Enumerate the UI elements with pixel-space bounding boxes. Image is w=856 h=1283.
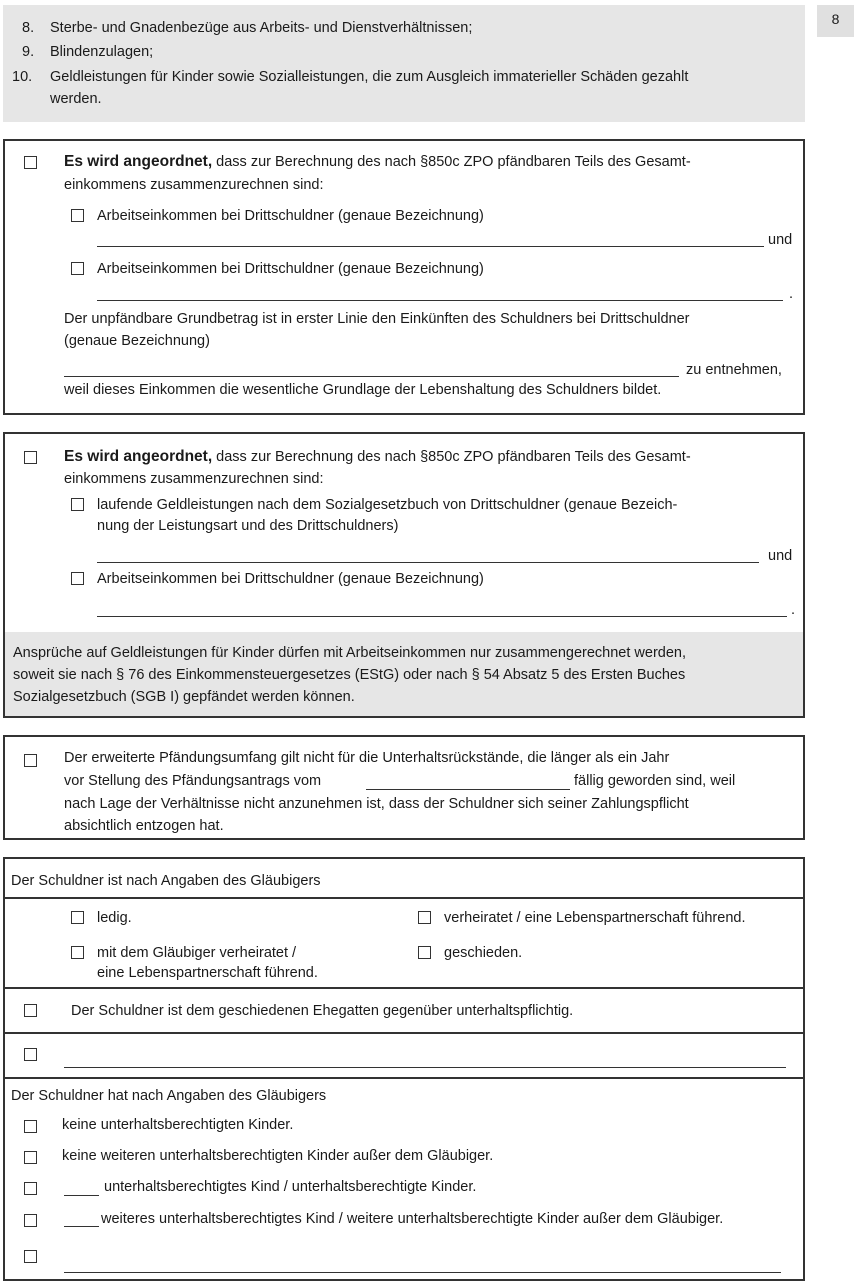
block2-opt1-suffix: und	[768, 548, 793, 564]
block2-note	[5, 632, 803, 716]
block2-opt1-label: laufende Geldleistungen nach dem Sozialgesetzbuch von Drittschuldner (genaue Bezeich-	[97, 497, 678, 513]
k3-checkbox[interactable]	[24, 1182, 37, 1195]
unterhalt-label: Der Schuldner ist dem geschiedenen Ehegatten gegenüber unterhaltspflichtig.	[71, 1003, 574, 1019]
block-order-2	[3, 432, 805, 718]
block2-opt2-checkbox[interactable]	[71, 572, 84, 585]
list-num: 10.	[12, 69, 33, 85]
heading-rest: dass zur Berechnung des nach §850c ZPO pfändbaren Teils des Gesamt-	[216, 154, 691, 170]
geschieden-label: geschieden.	[444, 945, 523, 961]
unterhalt-checkbox[interactable]	[24, 1004, 37, 1017]
block1-para-1: Der unpfändbare Grundbetrag ist in erster Linie den Einkünften des Schuldners bei Drittschuldner	[64, 311, 690, 327]
k4-checkbox[interactable]	[24, 1214, 37, 1227]
block3-line-2b: fällig geworden sind, weil	[574, 773, 736, 789]
k2-label: keine weiteren unterhaltsberechtigten Kinder außer dem Gläubiger.	[62, 1148, 494, 1164]
block3-line-2a: vor Stellung des Pfändungsantrags vom	[64, 773, 322, 789]
block3-line-4: absichtlich entzogen hat.	[64, 818, 224, 834]
note-line: Sozialgesetzbuch (SGB I) gepfändet werden können.	[13, 689, 355, 705]
note-line: Ansprüche auf Geldleistungen für Kinder dürfen mit Arbeitseinkommen nur zusammengerechnet werden,	[13, 645, 687, 661]
list-item: werden.	[50, 91, 102, 107]
block1-para-suffix: zu entnehmen,	[686, 362, 782, 378]
block1-para-2: (genaue Bezeichnung)	[64, 333, 210, 349]
block2-opt2-label: Arbeitseinkommen bei Drittschuldner (genaue Bezeichnung)	[97, 571, 484, 587]
k2-checkbox[interactable]	[24, 1151, 37, 1164]
block3-line-3: nach Lage der Verhältnisse nicht anzunehmen ist, dass der Schuldner sich seiner Zahlungspflicht	[64, 796, 689, 812]
block1-heading-2: einkommens zusammenzurechnen sind:	[64, 177, 324, 193]
divider	[5, 1077, 803, 1079]
verheiratet-label: verheiratet / eine Lebenspartnerschaft führend.	[444, 910, 746, 926]
block1-opt2-checkbox[interactable]	[71, 262, 84, 275]
ledig-checkbox[interactable]	[71, 911, 84, 924]
verheiratet-checkbox[interactable]	[418, 911, 431, 924]
other-status-checkbox[interactable]	[24, 1048, 37, 1061]
k3-label: unterhaltsberechtigtes Kind / unterhaltsberechtigte Kinder.	[104, 1179, 477, 1195]
heading-bold: Es wird angeordnet,	[64, 448, 213, 465]
block2-opt1-field[interactable]	[97, 562, 759, 563]
block1-para-3: weil dieses Einkommen die wesentliche Grundlage der Lebenshaltung des Schuldners bildet.	[64, 382, 662, 398]
block1-opt1-checkbox[interactable]	[71, 209, 84, 222]
block-extended-scope	[3, 735, 805, 840]
list-num: 9.	[22, 44, 35, 60]
k4-count-field[interactable]	[64, 1226, 99, 1227]
block-debtor-status	[3, 857, 805, 1281]
heading-rest: dass zur Berechnung des nach §850c ZPO pfändbaren Teils des Gesamt-	[216, 449, 691, 465]
other-status-field[interactable]	[64, 1067, 786, 1068]
k1-label: keine unterhaltsberechtigten Kinder.	[62, 1117, 294, 1133]
mit-glaeubiger-label-2: eine Lebenspartnerschaft führend.	[97, 965, 318, 981]
block3-date-field[interactable]	[366, 789, 570, 790]
block1-grundbetrag-field[interactable]	[64, 376, 679, 377]
list-num: 8.	[22, 20, 35, 36]
k3-count-field[interactable]	[64, 1195, 99, 1196]
block3-checkbox[interactable]	[24, 754, 37, 767]
divider	[5, 1032, 803, 1034]
status-header: Der Schuldner ist nach Angaben des Gläubigers	[11, 873, 321, 889]
list-item: Geldleistungen für Kinder sowie Sozialleistungen, die zum Ausgleich immaterieller Schäden gezahlt	[50, 69, 689, 85]
block3-line-1: Der erweiterte Pfändungsumfang gilt nicht für die Unterhaltsrückstände, die länger als ein Jahr	[64, 750, 670, 766]
block2-checkbox[interactable]	[24, 451, 37, 464]
block2-opt1-label-2: nung der Leistungsart und des Drittschuldners)	[97, 518, 399, 534]
block2-opt2-suffix: .	[791, 602, 796, 618]
kinder-header: Der Schuldner hat nach Angaben des Gläubigers	[11, 1088, 327, 1104]
block1-opt2-suffix: .	[789, 286, 794, 302]
k5-field[interactable]	[64, 1272, 781, 1273]
k5-checkbox[interactable]	[24, 1250, 37, 1263]
block1-opt2-label: Arbeitseinkommen bei Drittschuldner (genaue Bezeichnung)	[97, 261, 484, 277]
page-number: 8	[817, 5, 854, 37]
block1-heading	[64, 151, 691, 173]
block1-opt1-field[interactable]	[97, 246, 764, 247]
block1-opt2-field[interactable]	[97, 300, 783, 301]
mit-glaeubiger-label: mit dem Gläubiger verheiratet /	[97, 945, 297, 961]
geschieden-checkbox[interactable]	[418, 946, 431, 959]
list-item: Blindenzulagen;	[50, 44, 154, 60]
block2-opt1-checkbox[interactable]	[71, 498, 84, 511]
block-order-1	[3, 139, 805, 415]
block2-heading-2: einkommens zusammenzurechnen sind:	[64, 471, 324, 487]
ledig-label: ledig.	[97, 910, 132, 926]
block1-opt1-suffix: und	[768, 232, 793, 248]
k1-checkbox[interactable]	[24, 1120, 37, 1133]
top-list-panel	[3, 5, 805, 122]
block1-checkbox[interactable]	[24, 156, 37, 169]
block2-opt2-field[interactable]	[97, 616, 787, 617]
mit-glaeubiger-checkbox[interactable]	[71, 946, 84, 959]
heading-bold: Es wird angeordnet,	[64, 153, 213, 170]
divider	[5, 987, 803, 989]
list-item: Sterbe- und Gnadenbezüge aus Arbeits- und Dienstverhältnissen;	[50, 20, 473, 36]
note-line: soweit sie nach § 76 des Einkommensteuergesetzes (EStG) oder nach § 54 Absatz 5 des Ersten Buches	[13, 667, 686, 683]
block2-heading	[64, 446, 691, 468]
block1-opt1-label: Arbeitseinkommen bei Drittschuldner (genaue Bezeichnung)	[97, 208, 484, 224]
k4-label: weiteres unterhaltsberechtigtes Kind / weitere unterhaltsberechtigte Kinder außer dem Gläubiger.	[101, 1211, 724, 1227]
divider	[5, 897, 803, 899]
